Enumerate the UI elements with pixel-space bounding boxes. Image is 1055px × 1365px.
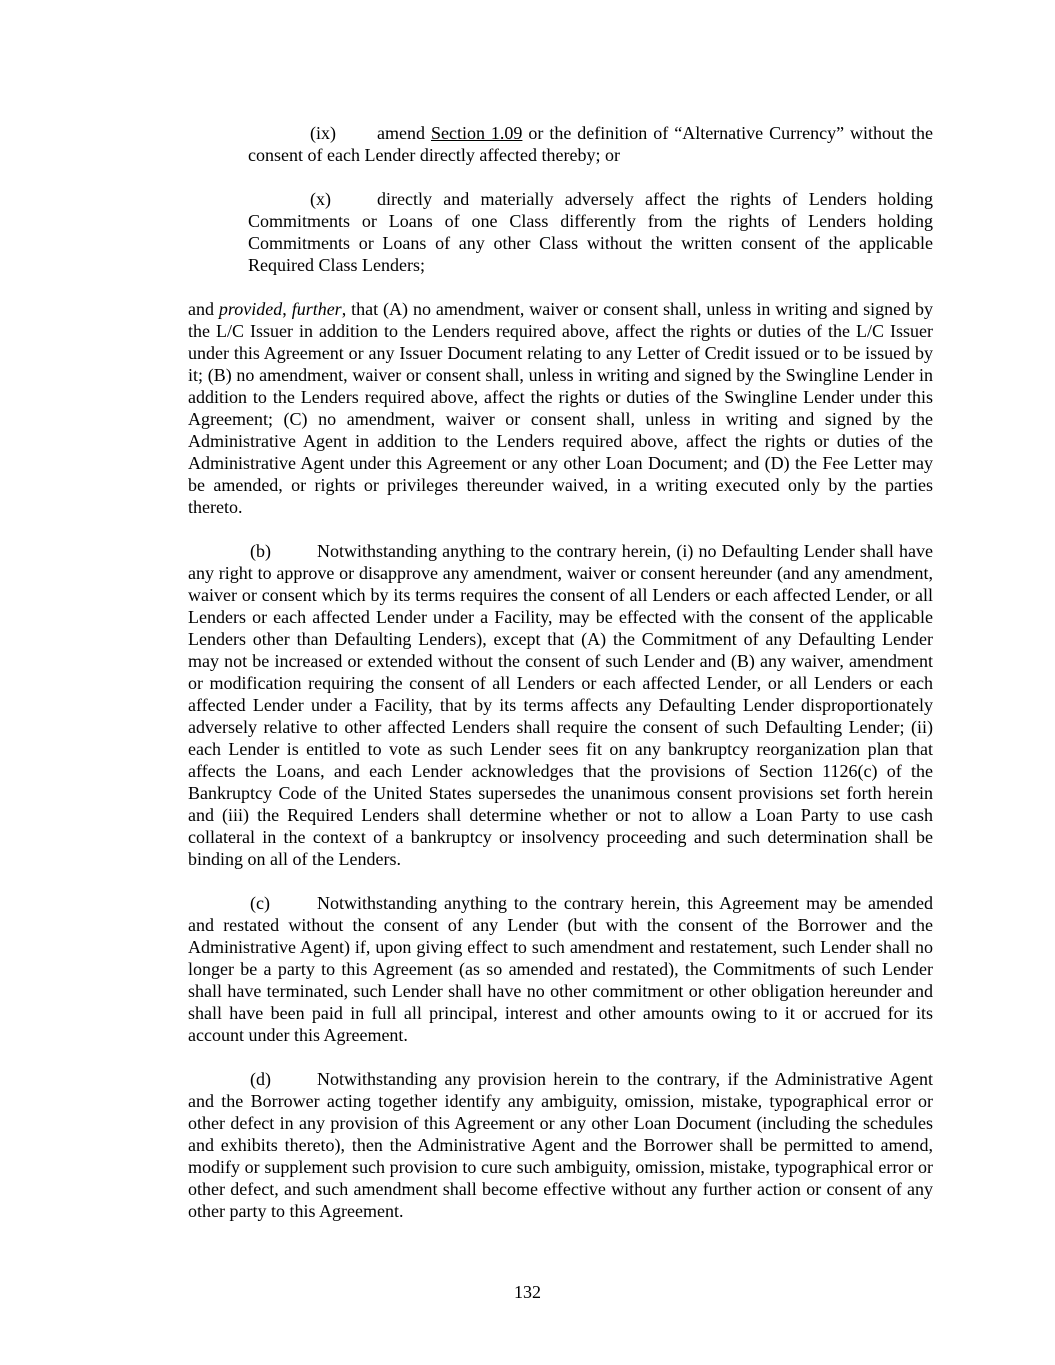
text-segment: or the definition of “Alternative Currency” without the consent of each Lender directly affected thereby; or bbox=[248, 123, 934, 165]
text-segment: further bbox=[291, 299, 342, 319]
page-number: 132 bbox=[514, 1282, 541, 1302]
paragraph-d bbox=[188, 1068, 933, 1222]
text-segment: Notwithstanding anything to the contrary herein, (i) no Defaulting Lender shall have any right to approve or disapprove any amendment, waiver or consent hereunder (and any amendment, waiver or consent which by its terms requires the consent of all Lenders or each affected Lender, or all Lenders or each affected Lender under a Facility, may be effected with the consent of the applicable Lenders other than Defaulting Lenders), except that (A) the Commitment of any Defaulting Lender may not be increased or extended without the consent of such Lender and (B) any waiver, amendment or modification requiring the consent of all Lenders or each affected Lender, or all Lenders or each affected Lender under a Facility, that by its terms affects any Defaulting Lender disproportionately adversely relative to other affected Lenders shall require the consent of such Defaulting Lender; (ii) each Lender is entitled to vote as such Lender sees fit on any bankruptcy reorganization plan that affects the Loans, and each Lender acknowledges that the provisions of Section 1126(c) of the Bankruptcy Code of the United States supersedes the unanimous consent provisions set forth herein and (iii) the Required Lenders shall determine whether or not to allow a Loan Party to use cash collateral in the context of a bankruptcy or insolvency proceeding and such determination shall be binding on all of the Lenders. bbox=[188, 541, 933, 869]
paragraph-label: (x) bbox=[310, 189, 331, 209]
text-segment: amend bbox=[377, 123, 431, 143]
paragraph-label: (c) bbox=[250, 893, 270, 913]
text-segment: , bbox=[282, 299, 292, 319]
paragraph-proviso bbox=[188, 298, 933, 518]
text-segment: and bbox=[188, 299, 219, 319]
text-segment: , that (A) no amendment, waiver or consent shall, unless in writing and signed by the L/C Issuer in addition to the Lenders required above, affect the rights or duties of the L/C Issuer under this Agreement or any Issuer Document relating to any Letter of Credit issued or to be issued by it; (B) no amendment, waiver or consent shall, unless in writing and signed by the Swingline Lender in addition to the Lenders required above, affect the rights or duties of the Swingline Lender under this Agreement; (C) no amendment, waiver or consent shall, unless in writing and signed by the Administrative Agent in addition to the Lenders required above, affect the rights or duties of the Administrative Agent under this Agreement or any other Loan Document; and (D) the Fee Letter may be amended, or rights or privileges thereunder waived, in a writing executed only by the parties thereto. bbox=[188, 299, 934, 517]
paragraph-label: (ix) bbox=[310, 123, 336, 143]
document-body bbox=[188, 122, 933, 1222]
paragraph-c bbox=[188, 892, 933, 1046]
text-segment: directly and materially adversely affect the rights of Lenders holding Commitments or Loans of one Class differently from the rights of Lenders holding Commitments or Loans of any other Class without the written consent of the applicable Required Class Lenders; bbox=[248, 189, 933, 275]
paragraph-label: (d) bbox=[250, 1069, 271, 1089]
paragraph-ix bbox=[248, 122, 933, 166]
section-reference: Section 1.09 bbox=[430, 123, 523, 143]
text-segment: Notwithstanding anything to the contrary herein, this Agreement may be amended and restated without the consent of any Lender (but with the consent of the Borrower and the Administrative Agent) if, upon giving effect to such amendment and restatement, such Lender shall no longer be a party to this Agreement (as so amended and restated), the Commitments of such Lender shall have terminated, such Lender shall have no other commitment or other obligation hereunder and shall have been paid in full all principal, interest and other amounts owing to it or accrued for its account under this Agreement. bbox=[188, 893, 933, 1045]
paragraph-label: (b) bbox=[250, 541, 271, 561]
paragraph-x bbox=[248, 188, 933, 276]
paragraph-b bbox=[188, 540, 933, 870]
text-segment: provided bbox=[218, 299, 283, 319]
text-segment: Notwithstanding any provision herein to the contrary, if the Administrative Agent and the Borrower acting together identify any ambiguity, omission, mistake, typographical error or other defect in any provision of this Agreement or any other Loan Document (including the schedules and exhibits thereto), then the Administrative Agent and the Borrower shall be permitted to amend, modify or supplement such provision to cure such ambiguity, omission, mistake, typographical error or other defect, and such amendment shall become effective without any further action or consent of any other party to this Agreement. bbox=[188, 1069, 933, 1221]
